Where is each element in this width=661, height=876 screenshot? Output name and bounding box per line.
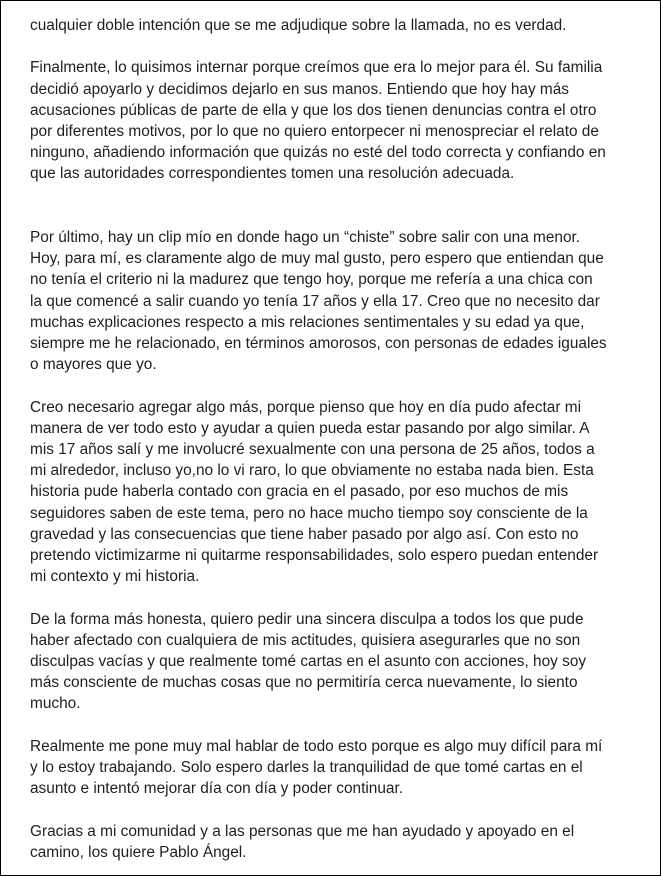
paragraph-spacer [30,36,634,57]
text-line: muchas explicaciones respecto a mis relaciones sentimentales y su edad ya que, [30,313,585,331]
text-line: De la forma más honesta, quiero pedir una sincera disculpa a todos los que pude [30,610,584,628]
text-line: mi contexto y mi historia. [30,568,200,586]
paragraph-spacer [30,715,634,736]
paragraph-6 [30,736,634,800]
text-line: manera de ver todo esto y ayudar a quien pueda estar pasando por algo similar. A [30,419,590,437]
text-line: acusaciones públicas de parte de ella y que los dos tienen denuncias contra el otro [30,101,597,119]
text-line: ninguno, añadiendo información que quizás no esté del todo correcta y confiando en [30,144,606,162]
paragraph-spacer [30,185,634,227]
text-line: historia pude haberla contado con gracia en el pasado, por eso muchos de mis [30,483,569,501]
text-line: camino, los quiere Pablo Ángel. [30,843,247,861]
text-line: pretendo victimizarme ni quitarme responsabilidades, solo espero puedan entender [30,547,599,565]
text-line: disculpas vacías y que realmente tomé cartas en el asunto con acciones, hoy soy [30,653,587,671]
text-line: gravedad y las consecuencias que tiene haber pasado por algo así. Con esto no [30,525,579,543]
text-line: Gracias a mi comunidad y a las personas que me han ayudado y apoyado en el [30,822,575,840]
paragraph-3 [30,227,634,375]
text-line: la que comencé a salir cuando yo tenía 17 años y ella 17. Creo que no necesito dar [30,292,600,310]
statement-text [30,15,634,863]
text-line: seguidores saben de este tema, pero no hace mucho tiempo soy consciente de la [30,504,588,522]
text-line: mucho. [30,695,81,713]
paragraph-1 [30,15,634,36]
text-line: decidió apoyarlo y decidimos dejarlo en sus manos. Entiendo que hoy hay más [30,80,569,98]
text-line: cualquier doble intención que se me adjudique sobre la llamada, no es verdad. [30,17,567,34]
text-line: siempre me he relacionado, en términos amorosos, con personas de edades iguales [30,335,607,353]
paragraph-4 [30,397,634,588]
text-line: más consciente de muchas cosas que no permitiría cerca nuevamente, lo siento [30,674,578,692]
text-line: por diferentes motivos, por lo que no quiero entorpecer ni menospreciar el relato de [30,123,599,140]
paragraph-7 [30,821,634,863]
paragraph-2 [30,57,634,184]
text-line: y lo estoy trabajando. Solo espero darles la tranquilidad de que tomé cartas en el [30,759,583,777]
text-line: Por último, hay un clip mío en donde hago un “chiste” sobre salir con una menor. [30,229,581,246]
text-line: que las autoridades correspondientes tomen una resolución adecuada. [30,165,515,183]
paragraph-spacer [30,799,634,820]
text-line: asunto e intentó mejorar día con día y poder continuar. [30,780,404,798]
text-line: o mayores que yo. [30,356,157,374]
text-line: Finalmente, lo quisimos internar porque creímos que era lo mejor para él. Su familia [30,59,603,77]
text-line: haber afectado con cualquiera de mis actitudes, quisiera asegurarles que no son [30,631,581,649]
paragraph-spacer [30,375,634,396]
text-line: no tenía el criterio ni la madurez que tengo hoy, porque me refería a una chica con [30,271,593,289]
text-line: mi alrededor, incluso yo,no lo vi raro, lo que obviamente no estaba nada bien. Esta [30,462,594,480]
text-line: Hoy, para mí, es claramente algo de muy mal gusto, pero espero que entiendan que [30,250,604,268]
text-line: Realmente me pone muy mal hablar de todo esto porque es algo muy difícil para mí [30,737,603,755]
paragraph-spacer [30,587,634,608]
text-line: Creo necesario agregar algo más, porque pienso que hoy en día pudo afectar mi [30,398,581,416]
paragraph-5 [30,609,634,715]
text-line: mis 17 años salí y me involucré sexualmente con una persona de 25 años, todos a [30,441,595,459]
